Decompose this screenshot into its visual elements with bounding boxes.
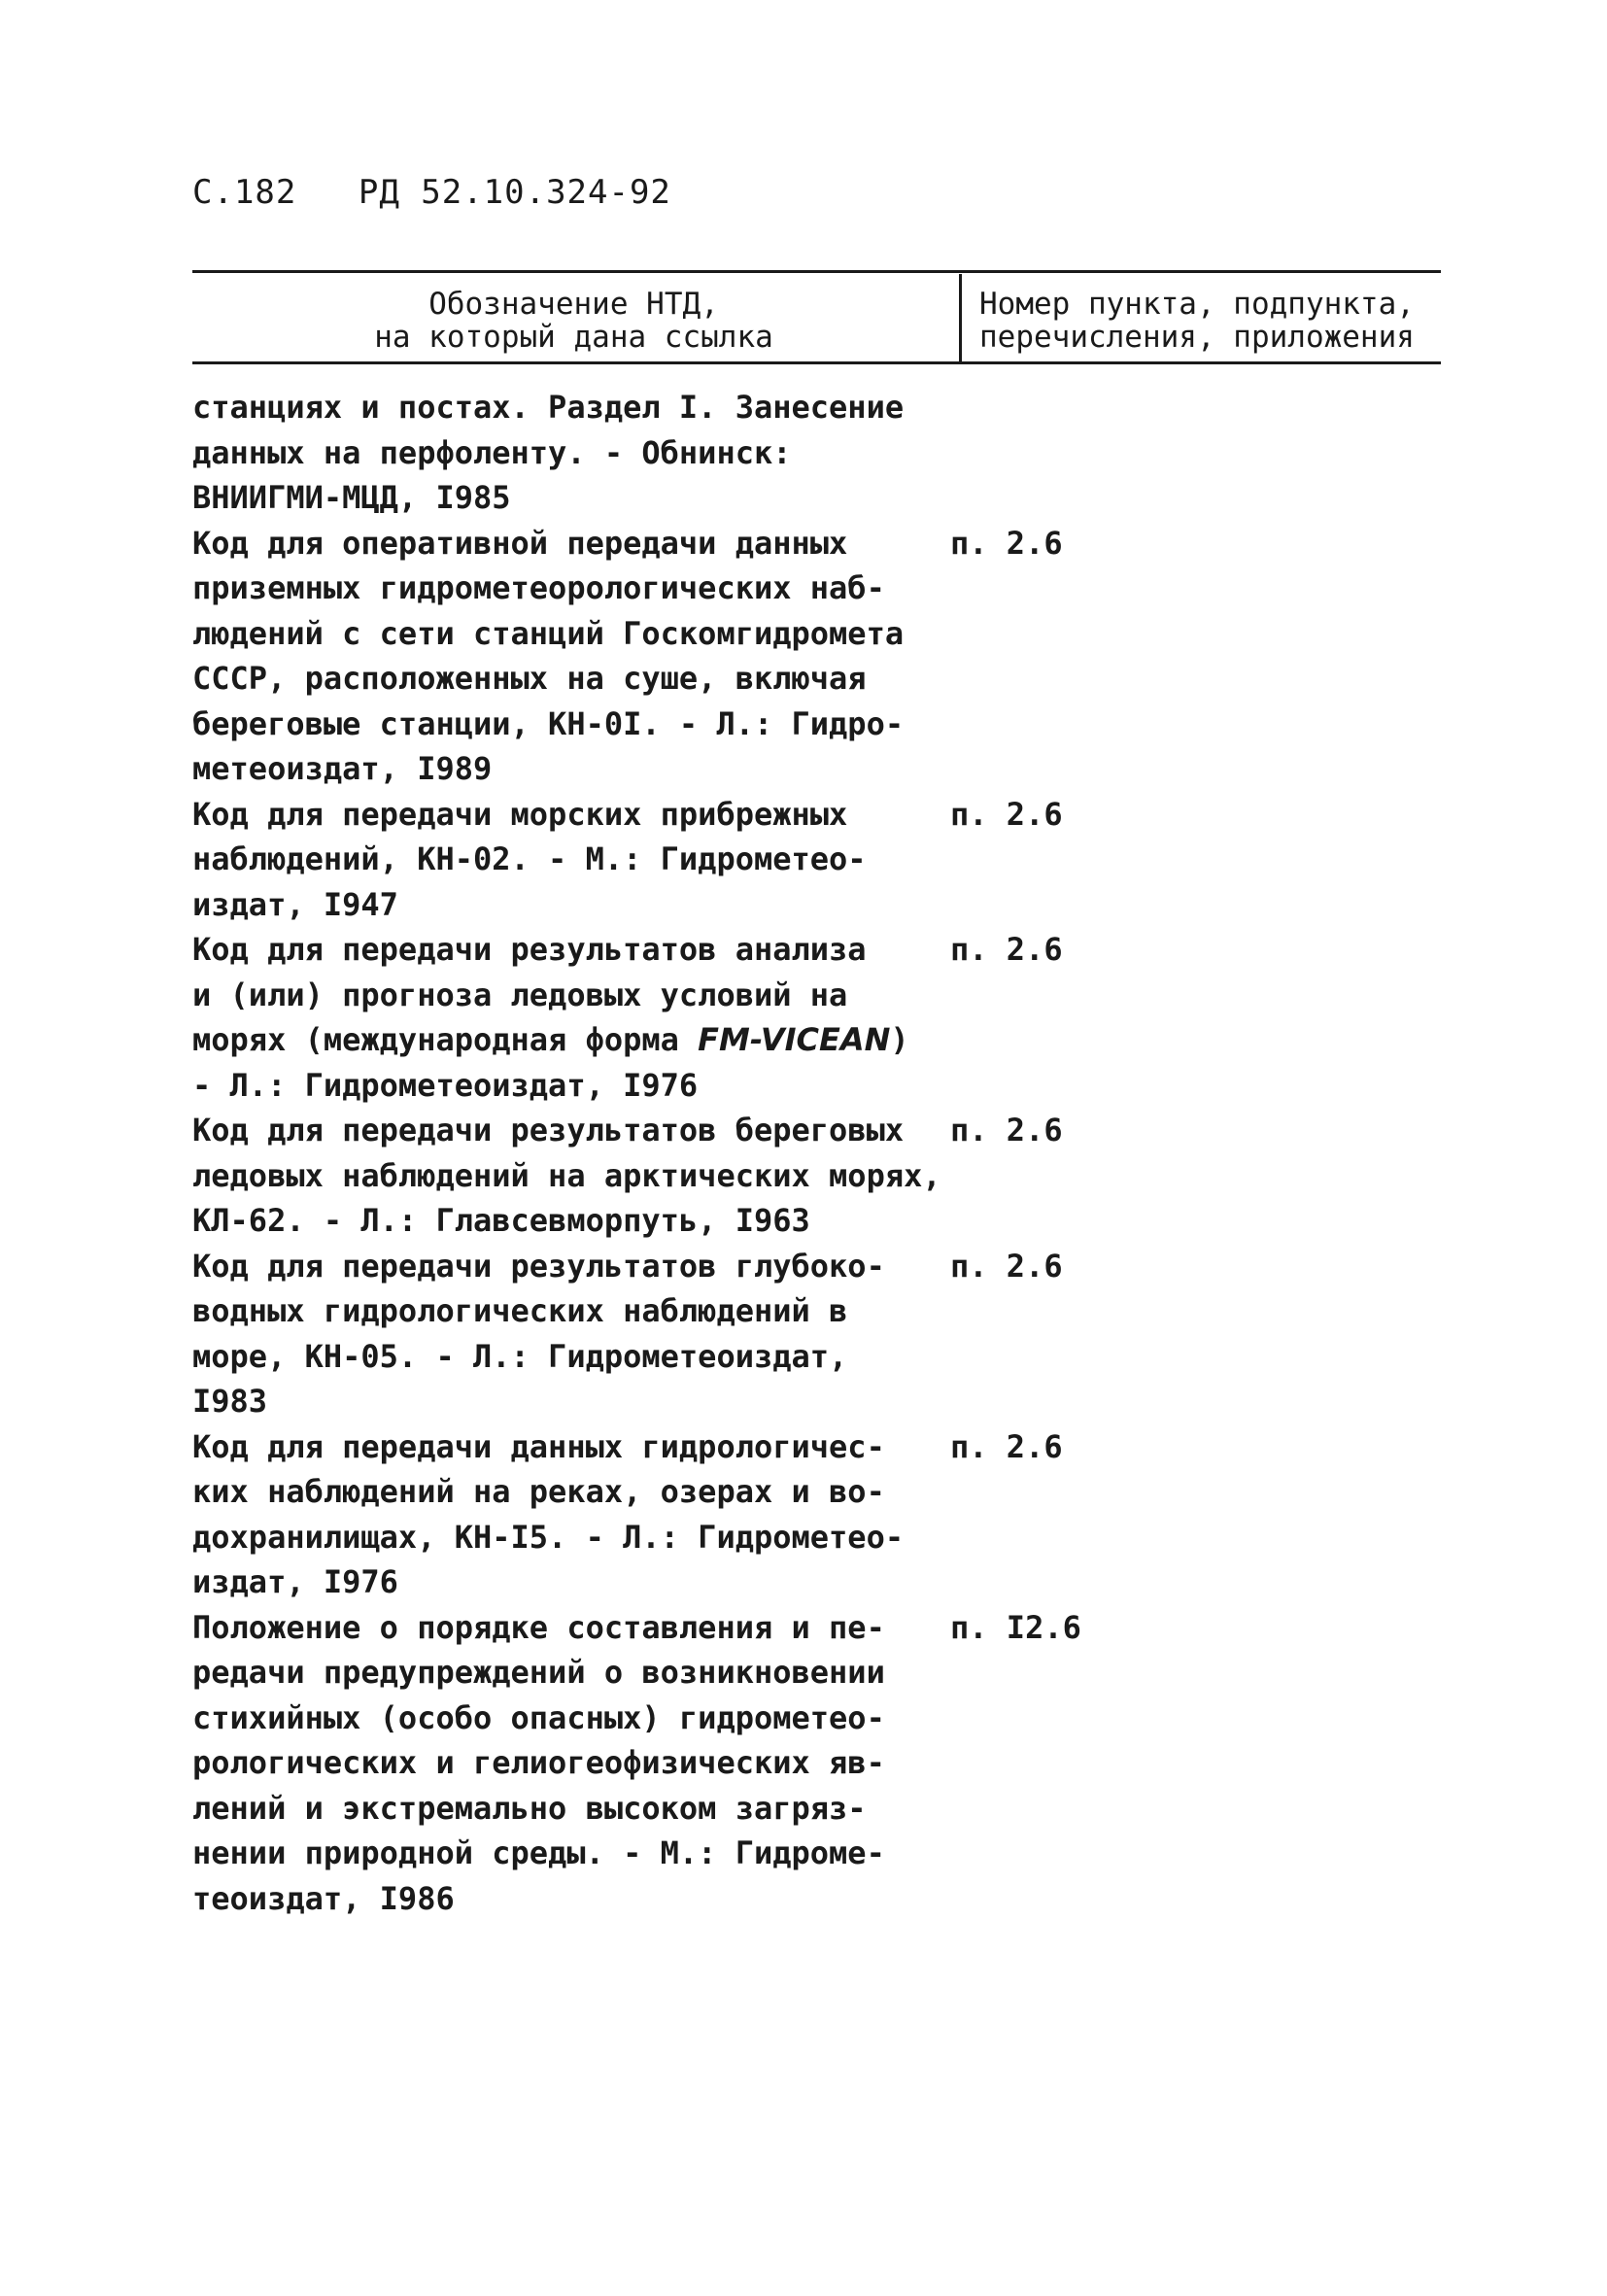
table-body	[192, 385, 1446, 1921]
reference-text	[192, 1605, 950, 1922]
reference-line: издат, I947	[192, 885, 398, 923]
reference-entry	[192, 1108, 1446, 1244]
reference-text	[192, 521, 950, 792]
reference-line: море, КН-05. - Л.: Гидрометеоиздат,	[192, 1337, 848, 1375]
form-code: FM-VICEAN	[698, 1021, 891, 1058]
reference-line: береговые станции, КН-0I. - Л.: Гидро-	[192, 704, 905, 742]
reference-line: станциях и постах. Раздел I. Занесение	[192, 389, 905, 426]
reference-line: ледовых наблюдений на арктических морях,	[192, 1156, 941, 1194]
page-header	[192, 173, 712, 212]
reference-entry	[192, 1424, 1446, 1605]
reference-line: наблюдений, КН-02. - М.: Гидрометео-	[192, 840, 867, 877]
column-header-designation	[192, 288, 955, 354]
table-top-rule	[192, 270, 1441, 273]
reference-line: Код для передачи данных гидрологичес-	[192, 1427, 885, 1465]
reference-line: редачи предупреждений о возникновении	[192, 1654, 885, 1691]
reference-entry	[192, 927, 1446, 1108]
reference-line: приземных гидрометеорологических наб-	[192, 569, 885, 606]
reference-line: водных гидрологических наблюдений в	[192, 1292, 848, 1329]
reference-entry	[192, 792, 1446, 928]
reference-line: Код для передачи морских прибрежных	[192, 795, 848, 833]
clause-reference: п. 2.6	[950, 1427, 1063, 1465]
reference-line: ких наблюдений на реках, озерах и во-	[192, 1473, 885, 1510]
reference-entry	[192, 521, 1446, 792]
reference-line: Код для передачи результатов береговых	[192, 1112, 905, 1148]
clause-reference: п. 2.6	[950, 524, 1063, 562]
column-header-line: перечисления, приложения	[979, 320, 1415, 355]
reference-line: ВНИИГМИ-МЦД, I985	[192, 479, 511, 516]
reference-line: теоиздат, I986	[192, 1879, 455, 1917]
reference-line: людений с сети станций Госкомгидромета	[192, 614, 905, 652]
column-separator	[959, 274, 962, 361]
reference-line: метеоиздат, I989	[192, 750, 493, 787]
clause-reference: п. 2.6	[950, 931, 1063, 968]
column-header-line: Обозначение НТД,	[428, 287, 719, 322]
reference-text	[192, 1108, 950, 1244]
column-header-clause	[979, 288, 1446, 354]
document-code: РД 52.10.324-92	[358, 173, 671, 212]
clause-reference: п. 2.6	[950, 1112, 1063, 1148]
reference-line: СССР, расположенных на суше, включая	[192, 660, 867, 697]
reference-line: Положение о порядке составления и пе-	[192, 1608, 885, 1646]
reference-line: - Л.: Гидрометеоиздат, I976	[192, 1066, 699, 1104]
reference-text	[192, 927, 950, 1108]
reference-line: рологических и гелиогеофизических яв-	[192, 1744, 885, 1781]
reference-line: морях (международная форма FM-VICEAN)	[192, 1021, 909, 1058]
clause-reference: п. 2.6	[950, 1247, 1063, 1285]
reference-entry	[192, 1244, 1446, 1424]
reference-line: и (или) прогноза ледовых условий на	[192, 976, 848, 1013]
reference-text	[192, 792, 950, 928]
clause-reference: п. I2.6	[950, 1608, 1081, 1646]
reference-line: данных на перфоленту. - Обнинск:	[192, 433, 792, 471]
column-header-line: на который дана ссылка	[374, 320, 773, 355]
reference-line: дохранилищах, КН-I5. - Л.: Гидрометео-	[192, 1518, 905, 1556]
reference-text	[192, 1244, 950, 1424]
table-header-bottom-rule	[192, 361, 1441, 364]
reference-line: лений и экстремально высоком загряз-	[192, 1789, 867, 1827]
clause-reference: п. 2.6	[950, 795, 1063, 833]
reference-line: Код для оперативной передачи данных	[192, 524, 848, 562]
reference-text	[192, 385, 950, 521]
reference-line: стихийных (особо опасных) гидрометео-	[192, 1698, 885, 1736]
reference-text	[192, 1424, 950, 1605]
reference-line: Код для передачи результатов глубоко-	[192, 1247, 885, 1285]
reference-line: издат, I976	[192, 1563, 398, 1600]
reference-entry	[192, 385, 1446, 521]
reference-line: нении природной среды. - М.: Гидроме-	[192, 1834, 885, 1871]
reference-line: I983	[192, 1383, 268, 1420]
column-header-line: Номер пункта, подпункта,	[979, 287, 1415, 322]
reference-entry	[192, 1605, 1446, 1922]
reference-line: Код для передачи результатов анализа	[192, 931, 867, 968]
page-number: С.182	[192, 173, 297, 212]
reference-line: КЛ-62. - Л.: Главсевморпуть, I963	[192, 1202, 810, 1239]
